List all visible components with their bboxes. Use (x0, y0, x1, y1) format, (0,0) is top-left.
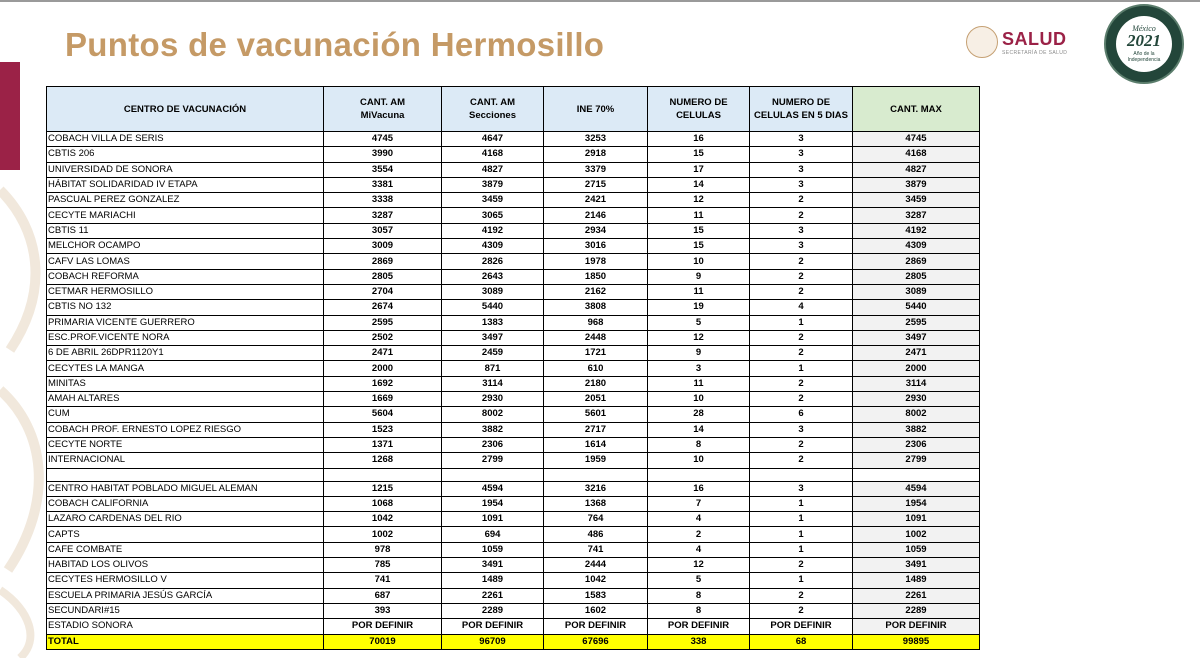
cell-max: 4594 (853, 481, 980, 496)
table-header-row (47, 87, 980, 132)
table-row (47, 453, 980, 468)
cell-max: 2471 (853, 346, 980, 361)
table-row (47, 315, 980, 330)
cell-am-secciones: 3459 (442, 193, 544, 208)
cell-center: CETMAR HERMOSILLO (47, 284, 324, 299)
cell-celulas-5-dias: 3 (750, 162, 853, 177)
cell-max: 1002 (853, 527, 980, 542)
table-row (47, 239, 980, 254)
cell-center: INTERNACIONAL (47, 453, 324, 468)
salud-wordmark: SALUD (1002, 29, 1067, 49)
table-row (47, 422, 980, 437)
cell-center: CAPTS (47, 527, 324, 542)
cell-celulas: 10 (648, 453, 750, 468)
cell-max: 2805 (853, 269, 980, 284)
cell-ine: 1850 (544, 269, 648, 284)
table-row (47, 527, 980, 542)
cell-ine: 741 (544, 542, 648, 557)
cell-center: LAZARO CARDENAS DEL RIO (47, 512, 324, 527)
table-row (47, 132, 980, 147)
cell-celulas-5-dias: POR DEFINIR (750, 619, 853, 634)
cell-am-mivacuna: 2805 (324, 269, 442, 284)
cell-am-secciones: 2930 (442, 392, 544, 407)
cell-celulas: 15 (648, 147, 750, 162)
cell-am-mivacuna: 2704 (324, 284, 442, 299)
total-row (47, 634, 980, 649)
header-am-secciones: CANT. AM Secciones (442, 87, 544, 132)
cell-celulas-5-dias: 2 (750, 453, 853, 468)
cell-ine: 486 (544, 527, 648, 542)
cell-am-secciones: 4647 (442, 132, 544, 147)
cell-am-mivacuna: 1268 (324, 453, 442, 468)
cell-center: HÁBITAT SOLIDARIDAD IV ETAPA (47, 177, 324, 192)
cell-max: 2306 (853, 437, 980, 452)
table-row (47, 223, 980, 238)
cell-am-secciones: 3882 (442, 422, 544, 437)
cell-celulas-5-dias: 2 (750, 603, 853, 618)
cell-ine: 1042 (544, 573, 648, 588)
table-row (47, 619, 980, 634)
table-row (47, 392, 980, 407)
cell-max: 2595 (853, 315, 980, 330)
cell-center: MINITAS (47, 376, 324, 391)
cell-am-secciones: 2459 (442, 346, 544, 361)
table-row (47, 496, 980, 511)
cell-am-mivacuna: 1215 (324, 481, 442, 496)
cell-center: ESCUELA PRIMARIA JESÚS GARCÍA (47, 588, 324, 603)
table-row (47, 558, 980, 573)
accent-bar (0, 62, 20, 170)
cell-center: COBACH REFORMA (47, 269, 324, 284)
cell-celulas: 9 (648, 269, 750, 284)
vaccination-table (46, 86, 980, 650)
cell-am-mivacuna: 70019 (324, 634, 442, 649)
cell-am-mivacuna: 1692 (324, 376, 442, 391)
spacer-cell (750, 468, 853, 481)
cell-celulas-5-dias: 1 (750, 512, 853, 527)
cell-ine: 1614 (544, 437, 648, 452)
cell-am-mivacuna: POR DEFINIR (324, 619, 442, 634)
cell-celulas-5-dias: 2 (750, 392, 853, 407)
spacer-cell (544, 468, 648, 481)
cell-celulas: 16 (648, 481, 750, 496)
cell-celulas-5-dias: 3 (750, 239, 853, 254)
cell-celulas-5-dias: 2 (750, 558, 853, 573)
cell-am-secciones: 3491 (442, 558, 544, 573)
cell-max: 3114 (853, 376, 980, 391)
cell-am-mivacuna: 2674 (324, 300, 442, 315)
cell-celulas: 19 (648, 300, 750, 315)
spacer-cell (442, 468, 544, 481)
cell-am-secciones: 96709 (442, 634, 544, 649)
table-row (47, 208, 980, 223)
cell-center: 6 DE ABRIL 26DPR1120Y1 (47, 346, 324, 361)
cell-center: HABITAD LOS OLIVOS (47, 558, 324, 573)
cell-max: 4192 (853, 223, 980, 238)
cell-ine: 3808 (544, 300, 648, 315)
cell-am-mivacuna: 4745 (324, 132, 442, 147)
cell-am-mivacuna: 978 (324, 542, 442, 557)
cell-ine: 2444 (544, 558, 648, 573)
cell-max: 2869 (853, 254, 980, 269)
spacer-cell (324, 468, 442, 481)
spacer-cell (853, 468, 980, 481)
cell-ine: 67696 (544, 634, 648, 649)
cell-ine: 3216 (544, 481, 648, 496)
header-center: CENTRO DE VACUNACIÓN (47, 87, 324, 132)
header-ine: INE 70% (544, 87, 648, 132)
cell-ine: 2918 (544, 147, 648, 162)
cell-am-mivacuna: 1523 (324, 422, 442, 437)
cell-celulas: 8 (648, 603, 750, 618)
cell-celulas-5-dias: 1 (750, 527, 853, 542)
cell-am-mivacuna: 3338 (324, 193, 442, 208)
cell-ine: 1721 (544, 346, 648, 361)
table-row (47, 437, 980, 452)
cell-max: 4827 (853, 162, 980, 177)
cell-celulas-5-dias: 2 (750, 376, 853, 391)
cell-max: 3882 (853, 422, 980, 437)
cell-center: CENTRO HABITAT POBLADO MIGUEL ALEMAN (47, 481, 324, 496)
cell-center: CECYTE MARIACHI (47, 208, 324, 223)
cell-center: CAFV LAS LOMAS (47, 254, 324, 269)
cell-max: 1489 (853, 573, 980, 588)
cell-am-mivacuna: 3554 (324, 162, 442, 177)
cell-max: 4745 (853, 132, 980, 147)
cell-am-mivacuna: 1002 (324, 527, 442, 542)
cell-am-secciones: 2826 (442, 254, 544, 269)
header-am-mivacuna: CANT. AM MiVacuna (324, 87, 442, 132)
cell-celulas-5-dias: 1 (750, 361, 853, 376)
cell-am-secciones: 3114 (442, 376, 544, 391)
cell-ine: 968 (544, 315, 648, 330)
cell-ine: 1978 (544, 254, 648, 269)
cell-ine: 1583 (544, 588, 648, 603)
cell-celulas: 11 (648, 208, 750, 223)
cell-am-mivacuna: 393 (324, 603, 442, 618)
cell-am-secciones: 2261 (442, 588, 544, 603)
logo-year-text: 2021 (1127, 31, 1161, 50)
cell-celulas: 12 (648, 330, 750, 345)
cell-am-secciones: 4309 (442, 239, 544, 254)
cell-am-secciones: 5440 (442, 300, 544, 315)
cell-am-mivacuna: 2000 (324, 361, 442, 376)
cell-am-secciones: 4827 (442, 162, 544, 177)
cell-am-mivacuna: 2869 (324, 254, 442, 269)
cell-am-secciones: 3089 (442, 284, 544, 299)
cell-center: COBACH CALIFORNIA (47, 496, 324, 511)
cell-celulas: 16 (648, 132, 750, 147)
cell-am-secciones: 1091 (442, 512, 544, 527)
cell-celulas-5-dias: 2 (750, 330, 853, 345)
cell-am-secciones: 3065 (442, 208, 544, 223)
spacer-row (47, 468, 980, 481)
cell-celulas-5-dias: 1 (750, 315, 853, 330)
table-row (47, 284, 980, 299)
cell-max: 3459 (853, 193, 980, 208)
table-row (47, 147, 980, 162)
cell-max: 1059 (853, 542, 980, 557)
cell-am-mivacuna: 5604 (324, 407, 442, 422)
cell-center: UNIVERSIDAD DE SONORA (47, 162, 324, 177)
cell-am-secciones: 3497 (442, 330, 544, 345)
cell-am-secciones: 8002 (442, 407, 544, 422)
table-row (47, 603, 980, 618)
cell-am-mivacuna: 687 (324, 588, 442, 603)
eagle-seal-icon (966, 26, 998, 58)
cell-celulas: 15 (648, 239, 750, 254)
cell-max: 2799 (853, 453, 980, 468)
cell-center: AMAH ALTARES (47, 392, 324, 407)
cell-celulas: 12 (648, 558, 750, 573)
cell-celulas-5-dias: 68 (750, 634, 853, 649)
cell-ine: 2448 (544, 330, 648, 345)
cell-celulas: 7 (648, 496, 750, 511)
cell-center: ESTADIO SONORA (47, 619, 324, 634)
table-row (47, 254, 980, 269)
table-row (47, 573, 980, 588)
cell-celulas: 12 (648, 193, 750, 208)
table-row (47, 330, 980, 345)
cell-celulas-5-dias: 2 (750, 588, 853, 603)
top-divider (0, 0, 1200, 2)
cell-am-mivacuna: 3057 (324, 223, 442, 238)
table-row (47, 512, 980, 527)
header-celulas: NUMERO DE CELULAS (648, 87, 750, 132)
cell-celulas: POR DEFINIR (648, 619, 750, 634)
cell-celulas-5-dias: 3 (750, 147, 853, 162)
cell-am-secciones: POR DEFINIR (442, 619, 544, 634)
cell-celulas-5-dias: 2 (750, 346, 853, 361)
cell-max: 4309 (853, 239, 980, 254)
cell-am-secciones: 4192 (442, 223, 544, 238)
cell-max: 2930 (853, 392, 980, 407)
cell-ine: 2934 (544, 223, 648, 238)
cell-celulas: 8 (648, 588, 750, 603)
cell-am-secciones: 3879 (442, 177, 544, 192)
cell-celulas: 2 (648, 527, 750, 542)
cell-ine: 5601 (544, 407, 648, 422)
cell-ine: 764 (544, 512, 648, 527)
header-celulas-5-dias: NUMERO DE CELULAS EN 5 DIAS (750, 87, 853, 132)
cell-am-mivacuna: 2502 (324, 330, 442, 345)
cell-am-secciones: 694 (442, 527, 544, 542)
header-max: CANT. MAX (853, 87, 980, 132)
cell-ine: 2051 (544, 392, 648, 407)
cell-celulas-5-dias: 2 (750, 254, 853, 269)
cell-celulas-5-dias: 2 (750, 284, 853, 299)
cell-max: 1954 (853, 496, 980, 511)
cell-celulas: 5 (648, 315, 750, 330)
cell-am-secciones: 2306 (442, 437, 544, 452)
table-row (47, 361, 980, 376)
cell-max: 3287 (853, 208, 980, 223)
cell-max: 2261 (853, 588, 980, 603)
cell-celulas: 11 (648, 284, 750, 299)
cell-center: TOTAL (47, 634, 324, 649)
cell-celulas: 9 (648, 346, 750, 361)
cell-ine: 3016 (544, 239, 648, 254)
cell-am-secciones: 1059 (442, 542, 544, 557)
cell-ine: 3379 (544, 162, 648, 177)
cell-celulas: 11 (648, 376, 750, 391)
cell-celulas-5-dias: 1 (750, 496, 853, 511)
cell-celulas: 5 (648, 573, 750, 588)
cell-am-mivacuna: 2471 (324, 346, 442, 361)
table-row (47, 481, 980, 496)
cell-am-secciones: 2289 (442, 603, 544, 618)
cell-celulas-5-dias: 3 (750, 132, 853, 147)
cell-celulas-5-dias: 1 (750, 542, 853, 557)
cell-celulas-5-dias: 3 (750, 223, 853, 238)
cell-am-mivacuna: 741 (324, 573, 442, 588)
cell-celulas: 8 (648, 437, 750, 452)
cell-am-secciones: 2799 (442, 453, 544, 468)
cell-celulas-5-dias: 2 (750, 193, 853, 208)
cell-center: CAFE COMBATE (47, 542, 324, 557)
salud-subtitle: SECRETARÍA DE SALUD (1002, 50, 1068, 56)
cell-center: CECYTES LA MANGA (47, 361, 324, 376)
cell-celulas-5-dias: 2 (750, 208, 853, 223)
cell-max: 3089 (853, 284, 980, 299)
cell-celulas: 14 (648, 422, 750, 437)
table-row (47, 542, 980, 557)
cell-am-mivacuna: 785 (324, 558, 442, 573)
cell-celulas: 338 (648, 634, 750, 649)
cell-celulas-5-dias: 4 (750, 300, 853, 315)
cell-ine: 2162 (544, 284, 648, 299)
cell-center: CECYTES HERMOSILLO V (47, 573, 324, 588)
cell-center: CBTIS 11 (47, 223, 324, 238)
cell-center: CBTIS 206 (47, 147, 324, 162)
cell-am-secciones: 1489 (442, 573, 544, 588)
cell-am-mivacuna: 3381 (324, 177, 442, 192)
cell-ine: 2421 (544, 193, 648, 208)
cell-am-mivacuna: 1371 (324, 437, 442, 452)
cell-ine: 1959 (544, 453, 648, 468)
table-row (47, 193, 980, 208)
cell-celulas: 4 (648, 512, 750, 527)
cell-center: SECUNDARI#15 (47, 603, 324, 618)
cell-ine: 2180 (544, 376, 648, 391)
cell-celulas-5-dias: 2 (750, 437, 853, 452)
table-row (47, 177, 980, 192)
cell-center: CUM (47, 407, 324, 422)
cell-am-mivacuna: 3287 (324, 208, 442, 223)
cell-ine: 1368 (544, 496, 648, 511)
cell-celulas: 3 (648, 361, 750, 376)
cell-max: 1091 (853, 512, 980, 527)
cell-max: 3497 (853, 330, 980, 345)
cell-am-secciones: 2643 (442, 269, 544, 284)
cell-am-mivacuna: 1042 (324, 512, 442, 527)
logo-sub-line2: Independencia (1127, 57, 1161, 63)
table-row (47, 162, 980, 177)
cell-ine: 1602 (544, 603, 648, 618)
cell-max: 2000 (853, 361, 980, 376)
cell-celulas: 15 (648, 223, 750, 238)
cell-center: PRIMARIA VICENTE GUERRERO (47, 315, 324, 330)
cell-center: CBTIS NO 132 (47, 300, 324, 315)
cell-celulas-5-dias: 1 (750, 573, 853, 588)
cell-center: PASCUAL PEREZ GONZALEZ (47, 193, 324, 208)
table-row (47, 588, 980, 603)
cell-am-mivacuna: 3990 (324, 147, 442, 162)
cell-max: 5440 (853, 300, 980, 315)
cell-center: COBACH PROF. ERNESTO LOPEZ RIESGO (47, 422, 324, 437)
table-row (47, 300, 980, 315)
table-row (47, 346, 980, 361)
logo-mexico-text: México (1132, 24, 1156, 33)
cell-max: 8002 (853, 407, 980, 422)
cell-center: COBACH VILLA DE SERIS (47, 132, 324, 147)
table-row (47, 376, 980, 391)
cell-max: POR DEFINIR (853, 619, 980, 634)
spacer-cell (648, 468, 750, 481)
table-row (47, 269, 980, 284)
cell-center: ESC.PROF.VICENTE NORA (47, 330, 324, 345)
cell-am-mivacuna: 1669 (324, 392, 442, 407)
cell-center: MELCHOR OCAMPO (47, 239, 324, 254)
cell-am-secciones: 4168 (442, 147, 544, 162)
cell-center: CECYTE NORTE (47, 437, 324, 452)
cell-celulas: 14 (648, 177, 750, 192)
salud-logo (966, 26, 1078, 62)
table-row (47, 407, 980, 422)
cell-max: 2289 (853, 603, 980, 618)
cell-ine: 2715 (544, 177, 648, 192)
cell-am-mivacuna: 1068 (324, 496, 442, 511)
mexico-2021-logo (1104, 4, 1184, 84)
page-title: Puntos de vacunación Hermosillo (65, 26, 605, 63)
logo-sub-text (1116, 51, 1172, 63)
cell-ine: POR DEFINIR (544, 619, 648, 634)
cell-ine: 2717 (544, 422, 648, 437)
cell-am-secciones: 871 (442, 361, 544, 376)
cell-celulas-5-dias: 6 (750, 407, 853, 422)
cell-am-secciones: 1383 (442, 315, 544, 330)
cell-am-secciones: 1954 (442, 496, 544, 511)
cell-max: 99895 (853, 634, 980, 649)
cell-celulas: 4 (648, 542, 750, 557)
cell-celulas-5-dias: 2 (750, 269, 853, 284)
cell-celulas: 17 (648, 162, 750, 177)
cell-celulas-5-dias: 3 (750, 422, 853, 437)
cell-celulas-5-dias: 3 (750, 177, 853, 192)
cell-am-mivacuna: 2595 (324, 315, 442, 330)
cell-max: 4168 (853, 147, 980, 162)
cell-celulas: 10 (648, 254, 750, 269)
cell-ine: 2146 (544, 208, 648, 223)
cell-ine: 610 (544, 361, 648, 376)
cell-max: 3491 (853, 558, 980, 573)
spacer-cell (47, 468, 324, 481)
cell-am-secciones: 4594 (442, 481, 544, 496)
cell-max: 3879 (853, 177, 980, 192)
cell-celulas: 10 (648, 392, 750, 407)
cell-celulas-5-dias: 3 (750, 481, 853, 496)
cell-celulas: 28 (648, 407, 750, 422)
cell-ine: 3253 (544, 132, 648, 147)
cell-am-mivacuna: 3009 (324, 239, 442, 254)
logo-sub-line1: Año de la (1133, 51, 1155, 57)
